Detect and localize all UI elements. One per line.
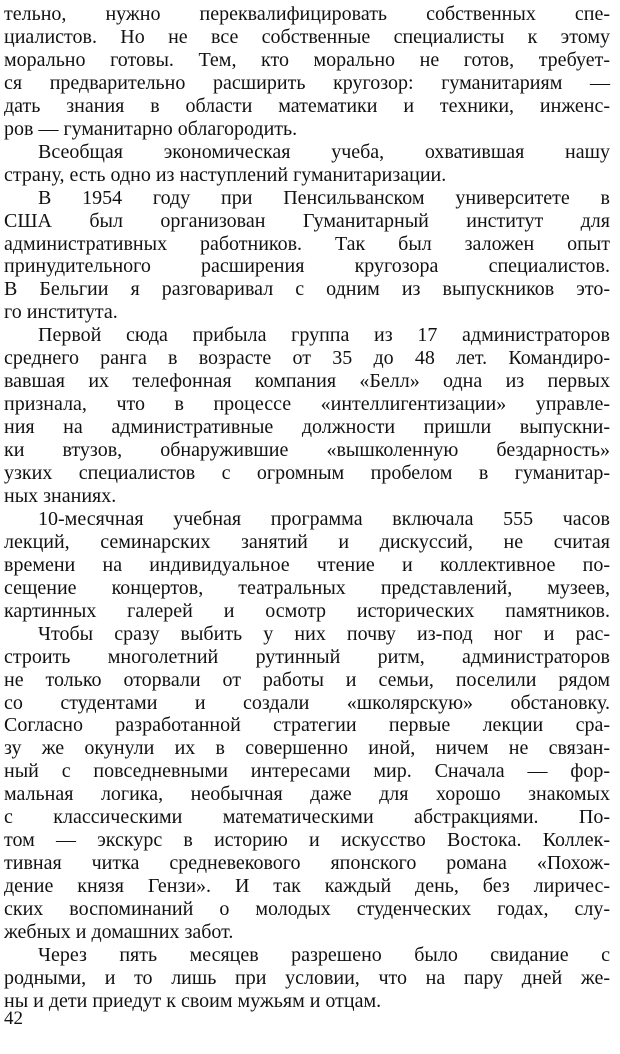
text-line: дать знания в области математики и техники, инженс- — [4, 94, 610, 117]
text-line: В Бельгии я разговаривал с одним из выпускников это- — [4, 278, 610, 301]
text-line: признала, что в процессе «интеллигентизации» управле- — [4, 393, 610, 416]
text-line: циалистов. Но не все собственные специалисты к этому — [4, 25, 610, 48]
text-line: дение князя Гензи». И так каждый день, без лиричес- — [4, 875, 610, 898]
text-line: мальная логика, необычная даже для хорошо знакомых — [4, 783, 610, 806]
text-line: ны и дети приедут к своим мужьям и отцам. — [4, 989, 382, 1012]
text-line: Первой сюда прибыла группа из 17 администраторов — [38, 324, 610, 347]
text-line: ных знаниях. — [4, 484, 117, 507]
text-line: зу же окунули их в совершенно иной, ничем не связан- — [4, 737, 610, 760]
text-line: Через пять месяцев разрешено было свидание с — [38, 943, 610, 966]
text-line: не только оторвали от работы и семьи, поселили рядом — [4, 668, 610, 691]
text-line: ров — гуманитарно облагородить. — [4, 117, 298, 140]
text-line: времени на индивидуальное чтение и коллективное по- — [4, 553, 610, 576]
text-line: принудительного расширения кругозора специалистов. — [4, 255, 610, 278]
text-line: тивная читка средневекового японского романа «Похож- — [4, 852, 610, 875]
text-line: ских воспоминаний о молодых студенческих годах, слу- — [4, 898, 610, 921]
text-line: Согласно разработанной стратегии первые лекции сра- — [4, 714, 610, 737]
text-line: тельно, нужно переквалифицировать собственных спе- — [4, 3, 610, 25]
text-line: родными, и то лишь при условии, что на пару дней же- — [4, 966, 610, 989]
text-line: ся предварительно расширить кругозор: гуманитариям — — [4, 71, 610, 94]
text-line: США был организован Гуманитарный институт для — [4, 209, 610, 232]
text-line: узких специалистов с огромным пробелом в гуманитар- — [4, 462, 610, 484]
text-line: страну, есть одно из наступлений гуманитаризации. — [4, 163, 447, 186]
text-line: ный с повседневными интересами мир. Сначала — фор- — [4, 760, 610, 783]
text-line: строить многолетний рутинный ритм, администраторов — [4, 645, 610, 668]
text-line: В 1954 году при Пенсильванском университете в — [38, 186, 610, 209]
page-number: 42 — [4, 1008, 23, 1029]
text-line: среднего ранга в возрасте от 35 до 48 лет. Командиро- — [4, 347, 610, 370]
text-line: го института. — [4, 301, 118, 324]
text-line: картинных галерей и осмотр исторических памятников. — [4, 599, 610, 622]
text-line: с классическими математическими абстракциями. По- — [4, 806, 610, 829]
text-line: ния на административные должности пришли выпускни- — [4, 416, 610, 439]
text-line: сещение концертов, театральных представлений, музеев, — [4, 576, 610, 599]
text-line: ки втузов, обнаружившие «вышколенную бездарность» — [4, 439, 610, 462]
text-line: морально готовы. Тем, кто морально не готов, требует- — [4, 48, 610, 71]
text-line: лекций, семинарских занятий и дискуссий, не считая — [4, 530, 610, 553]
text-line: административных работников. Так был заложен опыт — [4, 232, 610, 255]
text-line: вавшая их телефонная компания «Белл» одна из первых — [4, 370, 610, 393]
book-page — [4, 0, 610, 1054]
text-line: Чтобы сразу выбить у них почву из-под ног и рас- — [38, 622, 610, 645]
text-line: 10-месячная учебная программа включала 555 часов — [38, 507, 610, 530]
text-line: Всеобщая экономическая учеба, охватившая нашу — [38, 140, 610, 163]
text-line: том — экскурс в историю и искусство Востока. Коллек- — [4, 829, 610, 852]
text-line: жебных и домашних забот. — [4, 921, 234, 943]
text-line: со студентами и создали «школярскую» обстановку. — [4, 691, 610, 714]
